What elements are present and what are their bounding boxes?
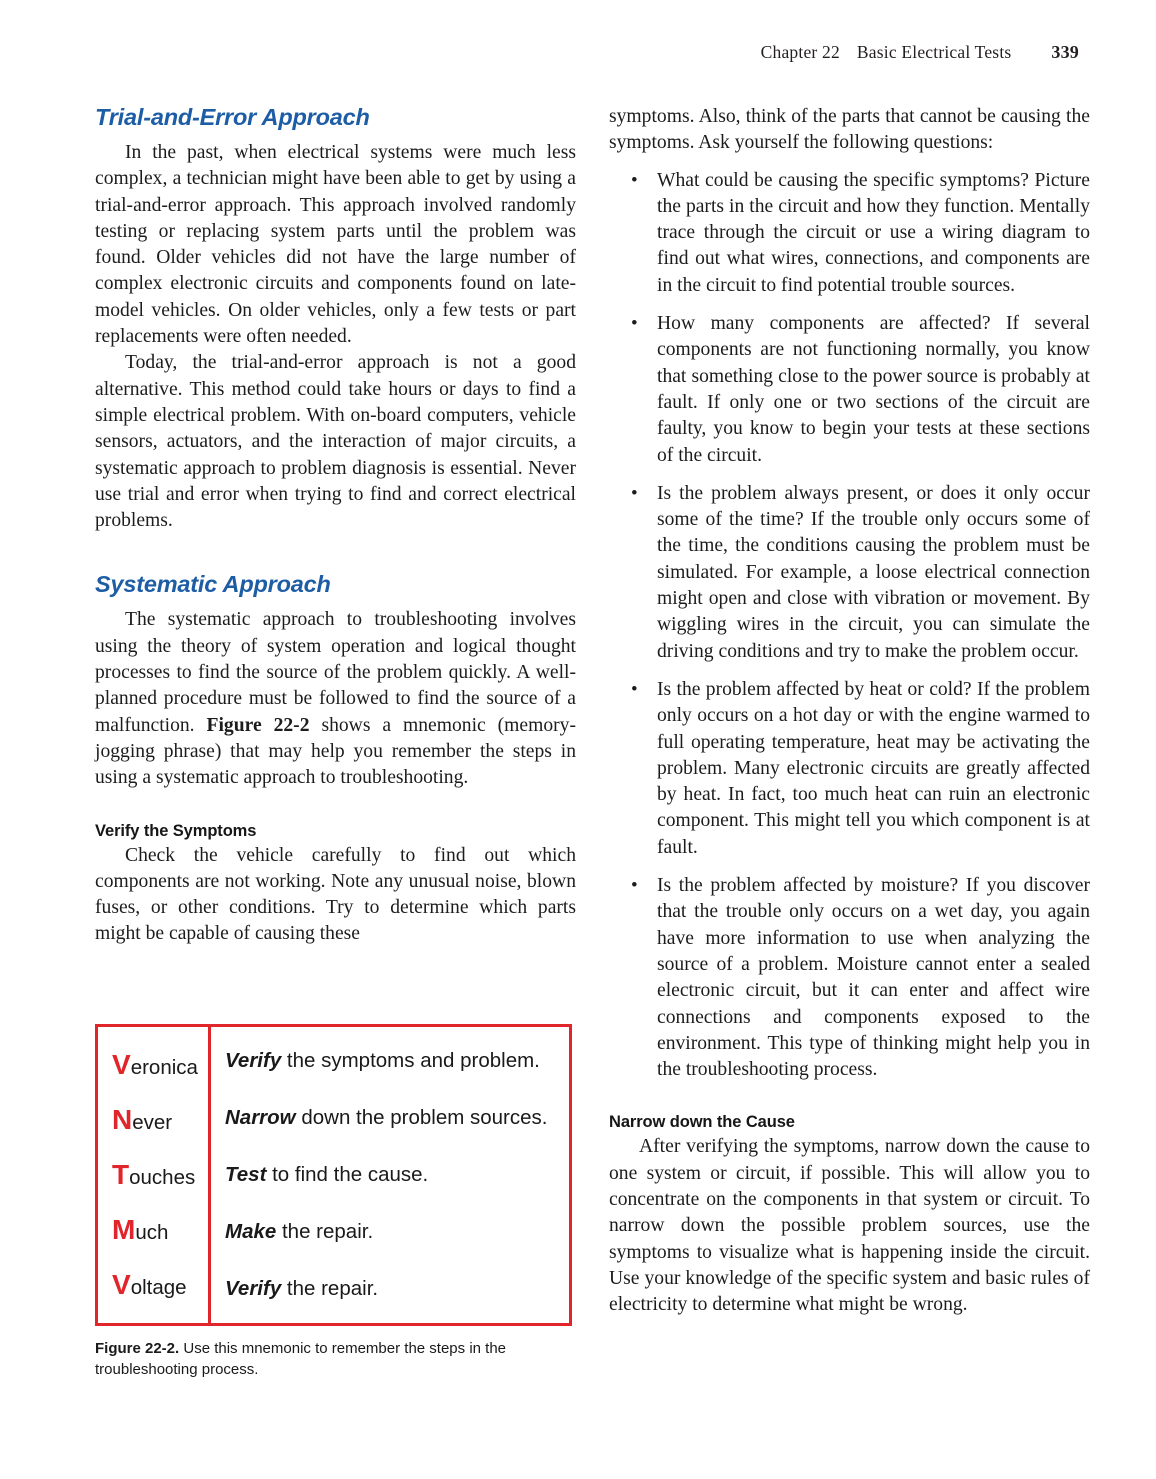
questions-list xyxy=(609,168,1090,1084)
mnemonic-word xyxy=(112,1216,208,1244)
subheading-narrow-down-the-cause: Narrow down the Cause xyxy=(609,1113,795,1132)
paragraph-trial-error-2: Today, the trial-and-error approach is not a good alternative. This method could take hours or days to find a simple electrical problem. With on-board computers, vehicle sensors, actuators, and the interaction of major circuits, a systematic approach to problem diagnosis is essential. Never use trial and error when trying to find and correct electrical problems. xyxy=(95,352,576,532)
mnemonic-word-rest: oltage xyxy=(130,1276,187,1299)
bullet-icon: • xyxy=(631,482,638,504)
list-item xyxy=(609,311,1090,469)
mnemonic-word xyxy=(112,1051,208,1079)
mnemonic-step-rest: down the problem sources. xyxy=(295,1105,548,1129)
list-item xyxy=(609,481,1090,665)
mnemonic-word-rest: ouches xyxy=(129,1166,196,1189)
heading-systematic-approach: Systematic Approach xyxy=(95,571,331,598)
mnemonic-box xyxy=(95,1024,572,1326)
figure-caption-number: Figure 22-2. xyxy=(95,1340,180,1357)
mnemonic-initial: M xyxy=(112,1214,136,1245)
mnemonic-step-rest: the symptoms and problem. xyxy=(281,1049,540,1072)
subheading-verify-the-symptoms: Verify the Symptoms xyxy=(95,821,257,840)
bullet-icon: • xyxy=(631,678,638,700)
mnemonic-initial: V xyxy=(112,1269,131,1300)
mnemonic-word-rest: uch xyxy=(135,1221,169,1244)
paragraph-systematic-part2: shows a mnemonic (memory-jogging phrase) that may help you remember the steps in using a systematic approach to troubleshooting. xyxy=(95,714,576,789)
mnemonic-step-lead: Test xyxy=(225,1162,267,1186)
list-item-text: What could be causing the specific symptoms? Picture the parts in the circuit and how they function. Mentally trace through the circuit or use a wiring diagram to find out what wires, connections, and components are in the circuit to find potential trouble sources. xyxy=(657,169,1090,296)
mnemonic-step xyxy=(225,1105,569,1129)
running-head-title: Basic Electrical Tests xyxy=(856,42,1012,62)
mnemonic-step-lead: Narrow xyxy=(225,1105,296,1129)
bullet-icon: • xyxy=(631,313,638,335)
figure-reference: Figure 22-2 xyxy=(206,714,310,736)
mnemonic-step-lead: Verify xyxy=(225,1276,282,1300)
figure-caption-text: Use this mnemonic to remember the steps in the troubleshooting process. xyxy=(95,1340,507,1378)
mnemonic-step xyxy=(225,1219,569,1243)
mnemonic-word xyxy=(112,1161,208,1189)
mnemonic-step-rest: the repair. xyxy=(276,1219,374,1243)
mnemonic-step-lead: Make xyxy=(225,1219,277,1243)
paragraph-symptoms-continued: symptoms. Also, think of the parts that cannot be causing the symptoms. Ask yourself the following questions: xyxy=(609,106,1090,154)
mnemonic-step xyxy=(225,1276,569,1300)
list-item-text: Is the problem always present, or does it only occur some of the time? If the trouble only occurs some of the time, the conditions causing the problem must be simulated. For example, a loose electrical connection might open and close with vibration or movement. By wiggling wires in the circuit, you can simulate the driving conditions and try to make the problem occur. xyxy=(657,482,1090,662)
figure-caption xyxy=(95,1339,572,1380)
figure-22-2 xyxy=(95,1024,572,1380)
mnemonic-word-rest: ever xyxy=(132,1111,173,1134)
mnemonic-initial: V xyxy=(112,1049,131,1080)
bullet-icon: • xyxy=(631,169,638,191)
running-head-chapter: Chapter 22 xyxy=(760,42,840,62)
mnemonic-step-rest: to find the cause. xyxy=(266,1162,429,1186)
mnemonic-word xyxy=(112,1106,208,1134)
mnemonic-step xyxy=(225,1162,569,1186)
page-number: 339 xyxy=(1051,42,1079,62)
right-column xyxy=(609,104,1090,1318)
paragraph-verify-the-symptoms: Check the vehicle carefully to find out which components are not working. Note any unusual noise, blown fuses, or other conditions. Try to determine which parts might be capable of causing these xyxy=(95,844,576,945)
list-item-text: Is the problem affected by moisture? If you discover that the trouble only occurs on a wet day, you again have more information to use when analyzing the source of a problem. Moisture cannot enter a sealed electronic circuit, but it can enter and affect wire connections and components exposed to the environment. This type of thinking might help you in the troubleshooting process. xyxy=(657,875,1090,1081)
list-item xyxy=(609,873,1090,1083)
heading-trial-and-error-approach: Trial-and-Error Approach xyxy=(95,104,370,130)
list-item-text: How many components are affected? If several components are not functioning normally, you know that something close to the power source is probably at fault. If only one or two sections of the circuit are faulty, you know to begin your tests at these sections of the circuit. xyxy=(657,313,1090,466)
mnemonic-word-rest: eronica xyxy=(130,1056,198,1079)
paragraph-trial-error-1: In the past, when electrical systems were much less complex, a technician might have been able to get by using a trial-and-error approach. This approach involved randomly testing or replacing system parts until the problem was found. Older vehicles did not have the large number of complex electronic circuits and components found on late-model vehicles. On older vehicles, only a few tests or part replacements were often needed. xyxy=(95,142,576,348)
mnemonic-step-lead: Verify xyxy=(225,1049,282,1072)
mnemonic-step xyxy=(225,1051,569,1072)
paragraph-narrow-down-the-cause: After verifying the symptoms, narrow down the cause to one system or circuit, if possible. This will allow you to concentrate on the components in that system or circuit. To narrow down the possible problem sources, use the symptoms to visualize what is happening inside the circuit. Use your knowledge of the specific system and basic rules of electricity to determine what might be wrong. xyxy=(609,1136,1090,1316)
list-item xyxy=(609,677,1090,861)
paragraph-systematic-part1: The systematic approach to troubleshooting involves using the theory of system operation and logical thought processes to find the source of the problem quickly. A well-planned procedure must be followed to find the source of a malfunction. xyxy=(95,609,576,736)
mnemonic-step-rest: the repair. xyxy=(281,1276,379,1300)
bullet-icon: • xyxy=(631,875,638,897)
running-head xyxy=(761,42,1079,63)
mnemonic-initial: T xyxy=(112,1159,130,1190)
list-item-text: Is the problem affected by heat or cold? If the problem only occurs on a hot day or with the engine warmed to full operating temperature, heat may be activating the problem. Many electronic circuits are greatly affected by heat. In fact, too much heat can ruin an electronic component. This might tell you which component is at fault. xyxy=(657,678,1090,858)
left-column xyxy=(95,104,576,948)
list-item xyxy=(609,168,1090,299)
mnemonic-initial: N xyxy=(112,1104,133,1135)
mnemonic-steps-column xyxy=(211,1027,569,1323)
mnemonic-words-column xyxy=(98,1027,211,1323)
mnemonic-word xyxy=(112,1271,208,1299)
paragraph-systematic-approach xyxy=(95,607,576,791)
